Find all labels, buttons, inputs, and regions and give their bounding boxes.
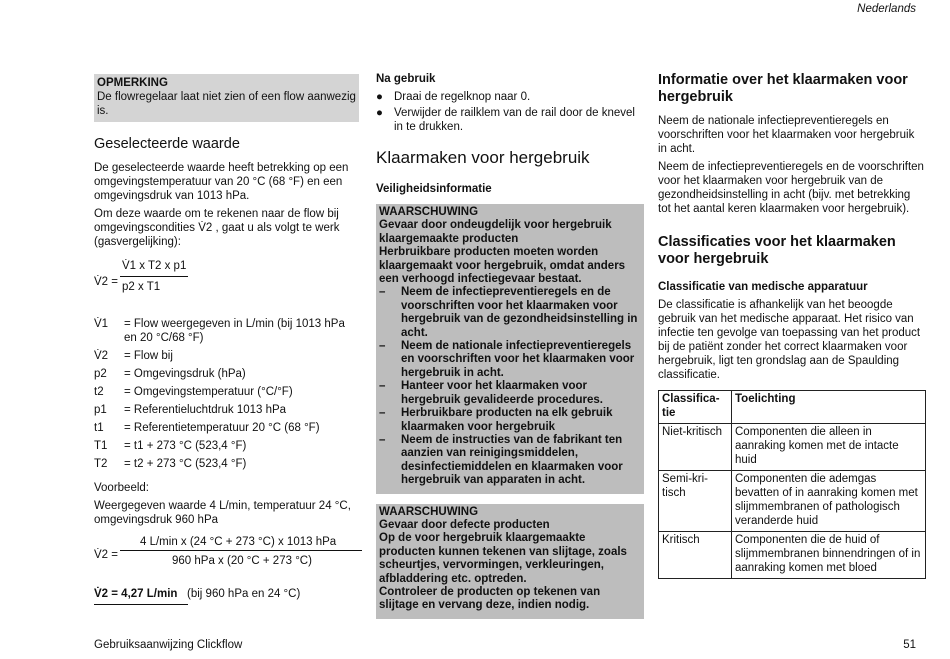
definition-row bbox=[94, 421, 359, 435]
result-value: V̇2 = 4,27 L/min bbox=[94, 588, 178, 600]
paragraph-1: De geselecteerde waarde heeft betrekking op een omgevingstemperatuur van 20 °C (68 °F) en een omgevingsdruk van 1013 hPa. bbox=[94, 162, 349, 202]
warning-list-text: Neem de infectiepreventieregels en de voorschriften voor het klaarmaken voor hergebruik van de gezondheidsinstelling in acht. bbox=[401, 286, 638, 339]
warning-2-text: Op de voor hergebruik klaargemaakte producten kunnen tekenen van slijtage, zoals scheurtjes, vervormingen, verkleuringen, afbladdering etc. optreden. bbox=[379, 532, 627, 585]
warning-list-item bbox=[379, 380, 641, 407]
classification-paragraph: De classificatie is afhankelijk van het beoogde gebruik van het medische apparaat. Het risico van infectie ten gevolge van toepassing van het product bij de patiënt zonder het correct klaarmaken voor hergebruik, ligt ten grondslag aan de Spaulding classificatie. bbox=[658, 299, 921, 381]
fraction-line bbox=[120, 276, 188, 277]
warning-1-list bbox=[379, 286, 641, 487]
formula-2-denominator: 960 hPa x (20 °C + 273 °C) bbox=[172, 555, 312, 567]
warning-2-text-2: Controleer de producten op tekenen van slijtage en vervang deze, indien nodig. bbox=[379, 585, 601, 612]
dash-icon: – bbox=[379, 407, 386, 420]
definition-row bbox=[94, 385, 359, 399]
section-title: Geselecteerde waarde bbox=[94, 136, 240, 152]
definition-list bbox=[94, 317, 359, 471]
table-header-row bbox=[659, 391, 926, 424]
warning-list-text: Neem de nationale infectiepreventieregels en voorschriften voor het klaarmaken voor hergebruik in acht. bbox=[401, 340, 635, 379]
definition-row bbox=[94, 367, 359, 381]
formula-1 bbox=[94, 259, 359, 305]
main-title: Klaarmaken voor hergebruik bbox=[376, 148, 590, 167]
definition-text: = t1 + 273 °C (523,4 °F) bbox=[124, 440, 247, 452]
list-item bbox=[376, 90, 644, 104]
language-label: Nederlands bbox=[857, 3, 916, 15]
info-paragraph-2: Neem de infectiepreventieregels en de voorschriften voor het klaarmaken voor hergebruik van de gezondheidsinstelling in acht (bijv. met betrekking tot het aantal keren klaarmaken voor hergebruik). bbox=[658, 161, 924, 215]
definition-symbol: p2 bbox=[94, 368, 107, 380]
paragraph-2: Om deze waarde om te rekenen naar de flow bij omgevingscondities V̇2 , gaat u als volgt te werk (gasvergelijking): bbox=[94, 208, 340, 248]
definition-symbol: t2 bbox=[94, 386, 104, 398]
warning-1-subtitle: Gevaar door ondeugdelijk voor hergebruik klaargemaakte producten bbox=[379, 219, 612, 245]
list-item-text: Draai de regelknop naar 0. bbox=[394, 91, 531, 103]
table-cell: Componenten die alleen in aanraking komen met de intacte huid bbox=[732, 424, 926, 471]
warning-list-text: Hanteer voor het klaarmaken voor hergebruik gevalideerde procedures. bbox=[401, 380, 603, 406]
warning-list-item bbox=[379, 407, 641, 434]
warning-box-1 bbox=[376, 204, 644, 494]
warning-list-item bbox=[379, 286, 641, 340]
formula-2-numerator: 4 L/min x (24 °C + 273 °C) x 1013 hPa bbox=[140, 536, 337, 548]
definition-row bbox=[94, 349, 359, 363]
page-number: 51 bbox=[903, 639, 916, 651]
column-right bbox=[658, 72, 926, 579]
table-header-cell: Classifica-tie bbox=[659, 391, 732, 424]
dash-icon: – bbox=[379, 433, 386, 446]
dash-icon: – bbox=[379, 340, 386, 353]
warning-list-item bbox=[379, 434, 641, 488]
formula-1-numerator: V̇1 x T2 x p1 bbox=[122, 260, 187, 272]
example-label: Voorbeeld: bbox=[94, 482, 149, 494]
definition-symbol: T2 bbox=[94, 458, 108, 470]
definition-text: = t2 + 273 °C (523,4 °F) bbox=[124, 458, 247, 470]
definition-symbol: V̇1 bbox=[94, 318, 109, 330]
warning-list-text: Neem de instructies van de fabrikant ten aanzien van reinigingsmiddelen, desinfectiemiddelen en klaarmaken voor hergebruik van apparaten in acht. bbox=[401, 433, 623, 487]
definition-text: = Flow bij bbox=[124, 350, 173, 362]
warning-1-text: Herbruikbare producten moeten worden klaargemaakt voor hergebruik, omdat anders een verhoogd infectiegevaar bestaat. bbox=[379, 246, 626, 286]
warning-2-subtitle: Gevaar door defecte producten bbox=[379, 518, 550, 531]
warning-1-title: WAARSCHUWING bbox=[379, 206, 479, 218]
table-cell: Kritisch bbox=[659, 532, 732, 579]
formula-1-lhs: V̇2 = bbox=[94, 276, 118, 288]
warning-list-item bbox=[379, 340, 641, 380]
note-box bbox=[94, 74, 359, 122]
note-title: OPMERKING bbox=[97, 77, 168, 89]
definition-text: = Referentietemperatuur 20 °C (68 °F) bbox=[124, 422, 320, 434]
warning-list-text: Herbruikbare producten na elk gebruik klaarmaken voor hergebruik bbox=[401, 407, 613, 433]
definition-text: = Omgevingsdruk (hPa) bbox=[124, 368, 246, 380]
classification-table bbox=[658, 390, 926, 579]
bullet-icon: ● bbox=[376, 91, 383, 103]
list-item bbox=[376, 106, 644, 134]
note-text: De flowregelaar laat niet zien of een flow aanwezig is. bbox=[97, 91, 356, 117]
definition-text: = Flow weergegeven in L/min (bij 1013 hPa en 20 °C/68 °F) bbox=[124, 318, 345, 344]
definition-symbol: V̇2 bbox=[94, 350, 109, 362]
table-body bbox=[659, 424, 926, 579]
column-middle bbox=[376, 72, 644, 627]
definition-text: = Referentieluchtdruk 1013 hPa bbox=[124, 404, 287, 416]
table-cell: Semi-kri-tisch bbox=[659, 471, 732, 532]
info-title: Informatie over het klaarmaken voor hergebruik bbox=[658, 72, 908, 105]
table-row bbox=[659, 424, 926, 471]
after-use-list bbox=[376, 90, 644, 134]
after-use-title: Na gebruik bbox=[376, 73, 436, 85]
definition-row bbox=[94, 403, 359, 417]
warning-box-2 bbox=[376, 504, 644, 619]
definition-text: = Omgevingstemperatuur (°C/°F) bbox=[124, 386, 293, 398]
definition-symbol: t1 bbox=[94, 422, 104, 434]
result-line bbox=[94, 587, 359, 601]
list-item-text: Verwijder de railklem van de rail door de knevel in te drukken. bbox=[394, 107, 635, 133]
example-text: Weergegeven waarde 4 L/min, temperatuur 24 °C, omgevingsdruk 960 hPa bbox=[94, 500, 351, 526]
definition-row bbox=[94, 317, 359, 345]
definition-symbol: p1 bbox=[94, 404, 107, 416]
definition-row bbox=[94, 457, 359, 471]
classification-subtitle: Classificatie van medische apparatuur bbox=[658, 281, 868, 293]
fraction-line bbox=[120, 550, 362, 551]
info-paragraph-1: Neem de nationale infectiepreventieregels en voorschriften voor het klaarmaken voor hergebruik in acht. bbox=[658, 115, 915, 155]
result-underline bbox=[94, 604, 188, 605]
formula-2 bbox=[94, 535, 359, 575]
formula-2-lhs: V̇2 = bbox=[94, 549, 118, 561]
table-header-cell: Toelichting bbox=[732, 391, 926, 424]
dash-icon: – bbox=[379, 286, 386, 299]
formula-1-denominator: p2 x T1 bbox=[122, 281, 161, 293]
bullet-icon: ● bbox=[376, 107, 383, 119]
footer-title: Gebruiksaanwijzing Clickflow bbox=[94, 639, 243, 651]
column-left bbox=[94, 74, 359, 601]
warning-2-title: WAARSCHUWING bbox=[379, 505, 479, 518]
result-condition: (bij 960 hPa en 24 °C) bbox=[187, 588, 301, 600]
table-cell: Componenten die de huid of slijmmembranen binnendringen of in aanraking komen met bloed bbox=[732, 532, 926, 579]
table-cell: Componenten die ademgas bevatten of in aanraking komen met slijmmembranen of pathologisch veranderde huid bbox=[732, 471, 926, 532]
definition-symbol: T1 bbox=[94, 440, 108, 452]
table-row bbox=[659, 471, 926, 532]
safety-title: Veiligheidsinformatie bbox=[376, 183, 492, 195]
table-row bbox=[659, 532, 926, 579]
table-cell: Niet-kritisch bbox=[659, 424, 732, 471]
definition-row bbox=[94, 439, 359, 453]
dash-icon: – bbox=[379, 380, 386, 393]
classification-title: Classificaties voor het klaarmaken voor hergebruik bbox=[658, 234, 896, 267]
